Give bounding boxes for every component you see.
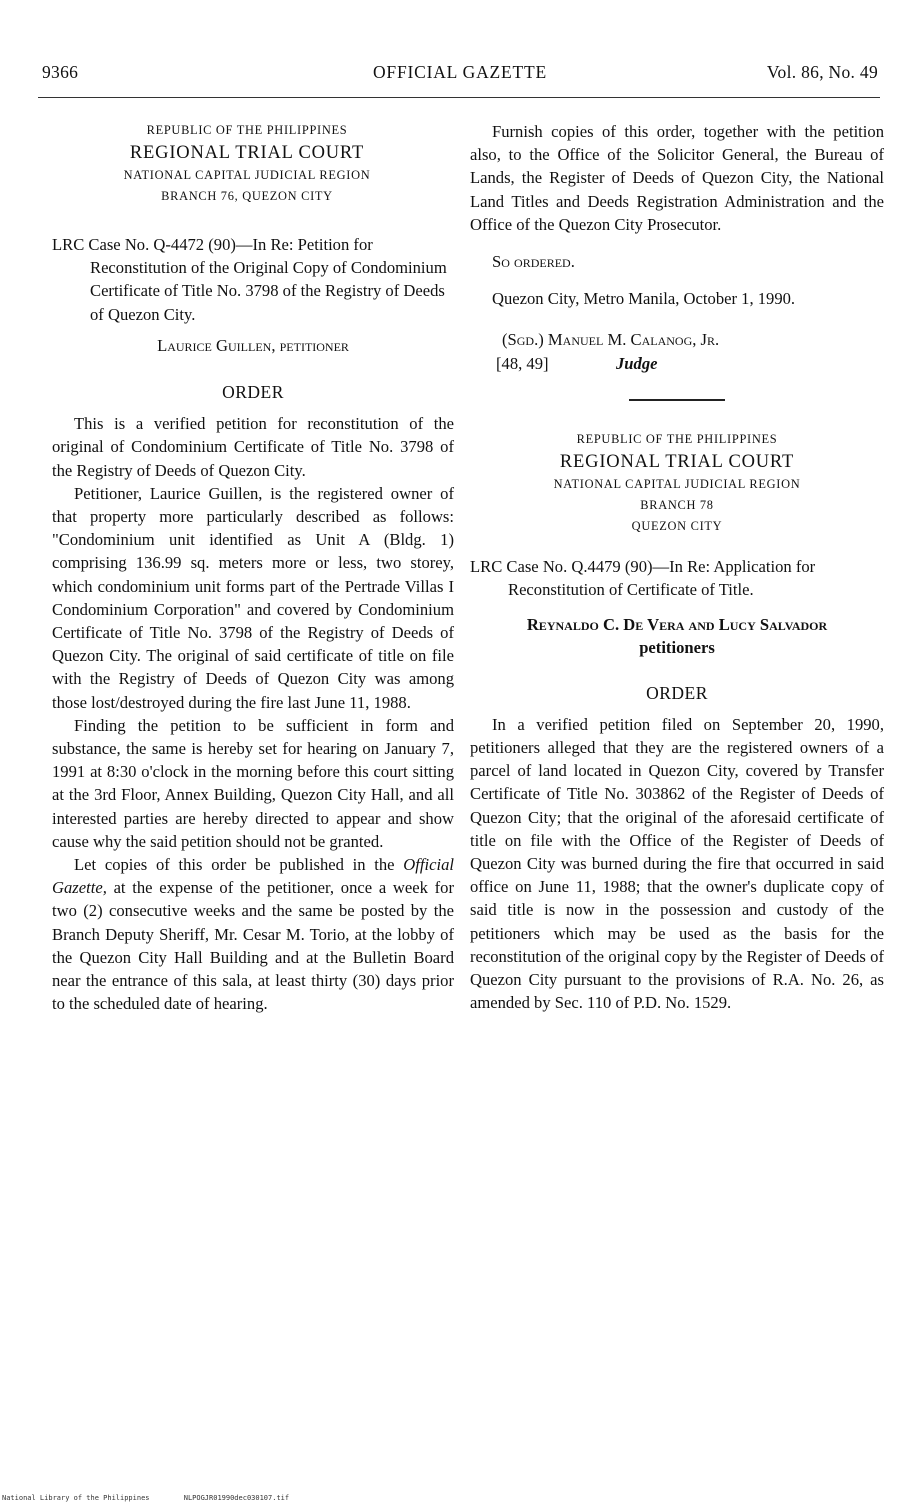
so-ordered: So ordered.	[492, 252, 575, 272]
left-column	[52, 120, 454, 1016]
right-column	[470, 120, 884, 1014]
library-credit: National Library of the Philippines	[2, 1494, 150, 1502]
file-name: NLPOGJR01990dec030107.tif	[183, 1494, 290, 1502]
signature: (Sgd.) Manuel M. Calanog, Jr.	[502, 330, 720, 350]
region-heading: NATIONAL CAPITAL JUDICIAL REGION	[553, 476, 801, 491]
section-divider	[629, 399, 725, 401]
place-date: Quezon City, Metro Manila, October 1, 1990.	[492, 289, 796, 309]
paragraph: Furnish copies of this order, together with the petition also, to the Office of the Solicitor General, the Bureau of Lands, the Register of Deeds of Quezon City, the National Land Titles and Deeds Registration Administration and the Office of the Quezon City Prosecutor.	[470, 122, 884, 234]
petitioner-line: Laurice Guillen, petitioner	[157, 335, 349, 355]
paragraph: In a verified petition filed on September 20, 1990, petitioners alleged that they are the registered owners of a parcel of land located in Quezon City, covered by Transfer Certificate of Title No. 303862 of the Register of Deeds of Quezon City; that the original of the aforesaid certificate of title on file with the Office of the Register of Deeds of Quezon City was burned during the fire that occurred in said office on June 11, 1988; that the owner's duplicate copy of said title is now in the possession and custody of the petitioners which may be used as the basis for the reconstitution of the original copy by the Register of Deeds of Quezon City pursuant to the provisions of R.A. No. 26, as amended by Sec. 110 of P.D. No. 1529.	[470, 714, 884, 1013]
court-heading: REGIONAL TRIAL COURT	[129, 143, 365, 163]
header-rule	[38, 97, 880, 98]
branch-heading: BRANCH 76, QUEZON CITY	[161, 189, 333, 203]
paragraph: Let copies of this order be published in the Official Gazette, at the expense of the petitioner, once a week for two (2) consecutive weeks and the same be posted by the Branch Deputy Sheriff, Mr. Cesar M. Torio, at the lobby of the Quezon City Hall Building and at the Bulletin Board near the entrance of this sala, at least thirty (30) days prior to the scheduled date of hearing.	[52, 855, 454, 1014]
republic-heading: REPUBLIC OF THE PHILIPPINES	[146, 123, 348, 137]
signature-row	[470, 352, 884, 375]
page-number: 9366	[42, 62, 79, 82]
branch-heading: BRANCH 78	[640, 497, 714, 512]
paragraph: Finding the petition to be sufficient in form and substance, the same is hereby set for hearing on January 7, 1991 at 8:30 o'clock in the morning before this court sitting at the 3rd Floor, Annex Building, Quezon City Hall, and all interested parties are hereby directed to appear and show cause why the said petition should not be granted.	[52, 715, 454, 851]
city-heading: QUEZON CITY	[631, 518, 723, 533]
republic-heading: REPUBLIC OF THE PHILIPPINES	[576, 431, 778, 446]
publication-title: OFFICIAL GAZETTE	[372, 62, 547, 82]
petitioners-names: Reynaldo C. De Vera and Lucy Salvador	[526, 615, 828, 635]
volume-number: Vol. 86, No. 49	[766, 62, 878, 82]
scan-footer	[2, 1494, 319, 1502]
case-title: LRC Case No. Q.4479 (90)—In Re: Application for Reconstitution of Certificate of Title.	[470, 556, 816, 600]
petitioners-label: petitioners	[639, 638, 715, 658]
case-title: LRC Case No. Q-4472 (90)—In Re: Petition for Reconstitution of the Original Copy of Condominium Certificate of Title No. 3798 of the Registry of Deeds of Quezon City.	[52, 235, 447, 324]
issue-reference: [48, 49]	[496, 353, 549, 373]
order-heading: ORDER	[222, 382, 284, 403]
paragraph: Petitioner, Laurice Guillen, is the registered owner of that property more particularly described as follows: "Condominium unit identified as Unit A (Bldg. 1) comprising 136.99 sq. meters more or less, two storey, which condominium unit forms part of the Pertrade Villas I Condominium Corporation" and covered by Condominium Certificate of Title No. 3798 of the Registry of Deeds of Quezon City. The original of said certificate of title on file with the Registry of Deeds of Quezon City was among those lost/destroyed during the fire last June 11, 1988.	[52, 483, 454, 712]
paragraph: This is a verified petition for reconstitution of the original of Condominium Certificate of Title No. 3798 of the Registry of Deeds of Quezon City.	[52, 414, 454, 480]
judge-title: Judge	[616, 353, 658, 373]
court-heading: REGIONAL TRIAL COURT	[559, 451, 795, 472]
order-heading: ORDER	[646, 682, 708, 703]
page-header	[42, 62, 878, 92]
region-heading: NATIONAL CAPITAL JUDICIAL REGION	[123, 168, 371, 182]
